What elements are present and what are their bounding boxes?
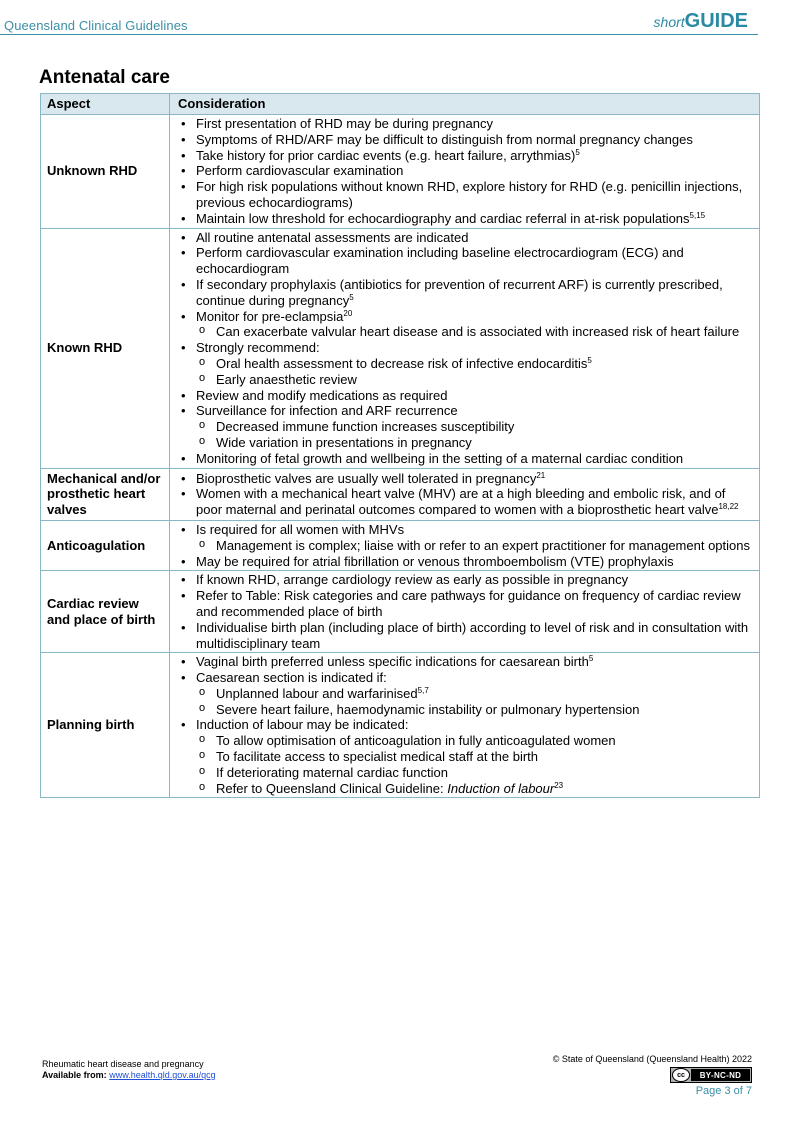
sub-bullet-list: [196, 419, 751, 451]
bullet-text: Review and modify medications as required: [196, 387, 448, 403]
bullet-item: [178, 670, 751, 717]
bullet-text: If known RHD, arrange cardiology review as early as possible in pregnancy: [196, 572, 629, 588]
bullet-text: Monitoring of fetal growth and wellbeing in the setting of a maternal cardiac condition: [196, 450, 684, 466]
sub-bullet-item: [197, 419, 751, 435]
bullet-text: Refer to Table: Risk categories and care pathways for guidance on frequency of cardiac review and recommended place of birth: [196, 588, 741, 619]
bullet-text: All routine antenatal assessments are indicated: [196, 229, 469, 245]
table-row: [41, 520, 760, 570]
bullet-text: Perform cardiovascular examination including baseline electrocardiogram (ECG) and echocardiogram: [196, 245, 684, 277]
consideration-cell: [170, 653, 760, 798]
bullet-item: [178, 486, 751, 518]
bullet-list: [178, 230, 751, 467]
sub-bullet-item: [197, 686, 751, 702]
bullet-item: [178, 277, 751, 309]
aspect-cell: Unknown RHD: [41, 115, 170, 229]
consideration-cell: [170, 520, 760, 570]
page-header: [0, 0, 800, 40]
table-header-row: [41, 94, 760, 115]
bullet-list: [178, 572, 751, 651]
bullet-text: Decreased immune function increases susceptibility: [216, 419, 515, 435]
sub-bullet-item: [197, 765, 751, 781]
bullet-item: [178, 451, 751, 467]
bullet-list: [178, 654, 751, 796]
cc-license-icon: [670, 1067, 752, 1083]
sub-bullet-item: [197, 781, 751, 797]
bullet-text: Individualise birth plan (including place of birth) according to level of risk and in consultation with multidisciplinary team: [196, 619, 749, 651]
footer-copyright: © State of Queensland (Queensland Health) 2022: [552, 1054, 752, 1064]
column-header-consideration: Consideration: [170, 94, 760, 115]
antenatal-care-table: [40, 93, 760, 798]
reference-superscript: 21: [536, 470, 546, 480]
bullet-text: For high risk populations without known RHD, explore history for RHD (e.g. penicillin injections, previous echocardiograms): [196, 179, 743, 210]
bullet-text: Monitor for pre-eclampsia: [196, 308, 344, 324]
bullet-item: [178, 116, 751, 132]
bullet-item: [178, 148, 751, 164]
bullet-text: If deteriorating maternal cardiac function: [216, 764, 448, 780]
bullet-text: Maintain low threshold for echocardiography and cardiac referral in at-risk populations: [196, 210, 690, 226]
sub-bullet-item: [197, 702, 751, 718]
bullet-item: [178, 620, 751, 652]
aspect-cell: Cardiac review and place of birth: [41, 571, 170, 653]
bullet-item: [178, 309, 751, 341]
bullet-text: Unplanned labour and warfarinised: [216, 685, 418, 701]
bullet-item: [178, 245, 751, 277]
table-row: [41, 653, 760, 798]
bullet-text: Can exacerbate valvular heart disease and is associated with increased risk of heart failure: [216, 324, 740, 340]
bullet-text: Vaginal birth preferred unless specific indications for caesarean birth: [196, 654, 589, 670]
bullet-text: To allow optimisation of anticoagulation in fully anticoagulated women: [216, 733, 616, 749]
bullet-item: [178, 471, 751, 487]
aspect-cell: Mechanical and/or prosthetic heart valves: [41, 468, 170, 520]
sub-bullet-item: [197, 324, 751, 340]
aspect-cell: Anticoagulation: [41, 520, 170, 570]
bullet-item: [178, 132, 751, 148]
bullet-item: [178, 654, 751, 670]
brand-logo: [654, 10, 748, 33]
bullet-item: [178, 163, 751, 179]
italic-reference: Induction of labour: [447, 780, 555, 796]
bullet-text: Take history for prior cardiac events (e.g. heart failure, arrythmias): [196, 147, 576, 163]
bullet-text: If secondary prophylaxis (antibiotics for prevention of recurrent ARF) is currently prescribed, continue during pregnancy: [196, 276, 723, 308]
bullet-list: [178, 116, 751, 227]
sub-bullet-item: [197, 372, 751, 388]
bullet-item: [178, 554, 751, 570]
bullet-text: Severe heart failure, haemodynamic instability or pulmonary hypertension: [216, 701, 640, 717]
footer-link[interactable]: www.health.qld.gov.au/qcg: [109, 1070, 216, 1080]
reference-superscript: 18,22: [718, 502, 739, 512]
reference-superscript: 5,7: [417, 685, 429, 695]
bullet-list: [178, 522, 751, 569]
page-number: Page 3 of 7: [695, 1085, 752, 1097]
bullet-text: Early anaesthetic review: [216, 371, 357, 387]
bullet-text: Caesarean section is indicated if:: [196, 670, 387, 686]
bullet-item: [178, 388, 751, 404]
table-row: [41, 468, 760, 520]
header-divider: [0, 34, 758, 35]
sub-bullet-item: [197, 733, 751, 749]
bullet-text: First presentation of RHD may be during pregnancy: [196, 116, 493, 131]
footer-available: [42, 1070, 216, 1081]
bullet-text: Induction of labour may be indicated:: [196, 717, 409, 733]
footer-doc-title: Rheumatic heart disease and pregnancy: [42, 1059, 204, 1069]
sub-bullet-list: [196, 538, 751, 554]
reference-superscript: 5,15: [689, 210, 706, 220]
consideration-cell: [170, 571, 760, 653]
sub-bullet-item: [197, 435, 751, 451]
org-name: Queensland Clinical Guidelines: [4, 18, 188, 33]
bullet-text: To facilitate access to specialist medical staff at the birth: [216, 749, 539, 765]
sub-bullet-list: [196, 686, 751, 718]
bullet-text: Is required for all women with MHVs: [196, 521, 405, 537]
bullet-text: Symptoms of RHD/ARF may be difficult to distinguish from normal pregnancy changes: [196, 131, 693, 147]
bullet-item: [178, 340, 751, 387]
reference-superscript: 5: [587, 355, 592, 365]
footer-available-label: Available from:: [42, 1070, 107, 1080]
bullet-text: Surveillance for infection and ARF recurrence: [196, 403, 458, 419]
bullet-item: [178, 211, 751, 227]
table-row: [41, 115, 760, 229]
bullet-item: [178, 179, 751, 211]
bullet-text: Oral health assessment to decrease risk of infective endocarditis: [216, 355, 588, 371]
brand-short: short: [653, 14, 685, 30]
consideration-cell: [170, 468, 760, 520]
bullet-text: Management is complex; liaise with or refer to an expert practitioner for management options: [216, 537, 750, 553]
bullet-text: Wide variation in presentations in pregnancy: [216, 434, 472, 450]
bullet-item: [178, 588, 751, 620]
sub-bullet-list: [196, 324, 751, 340]
reference-superscript: 5: [588, 654, 594, 664]
table-row: [41, 228, 760, 468]
bullet-text: Perform cardiovascular examination: [196, 163, 404, 179]
cc-mark: cc: [672, 1068, 690, 1082]
reference-superscript: 5: [575, 147, 580, 157]
bullet-text: Women with a mechanical heart valve (MHV) are at a high bleeding and embolic risk, and of poor maternal and perinatal outcomes compared to women with a bioprosthetic heart valve: [196, 486, 726, 518]
cc-terms: BY-NC-ND: [691, 1069, 750, 1081]
section-title: Antenatal care: [39, 67, 170, 88]
consideration-cell: [170, 228, 760, 468]
column-header-aspect: Aspect: [41, 94, 170, 115]
bullet-list: [178, 471, 751, 518]
sub-bullet-item: [197, 356, 751, 372]
reference-superscript: 5: [349, 292, 354, 302]
consideration-cell: [170, 115, 760, 229]
bullet-item: [178, 717, 751, 796]
bullet-item: [178, 230, 751, 246]
footer-left: [42, 1059, 216, 1081]
aspect-cell: Planning birth: [41, 653, 170, 798]
bullet-text: Refer to Queensland Clinical Guideline:: [216, 780, 448, 796]
bullet-item: [178, 403, 751, 450]
table-body: [41, 115, 760, 798]
brand-guide: GUIDE: [684, 10, 748, 32]
bullet-text: May be required for atrial fibrillation or venous thromboembolism (VTE) prophylaxis: [196, 553, 674, 569]
aspect-cell: Known RHD: [41, 228, 170, 468]
bullet-text: Strongly recommend:: [196, 340, 320, 356]
sub-bullet-item: [197, 538, 751, 554]
bullet-item: [178, 522, 751, 554]
reference-superscript: 20: [343, 308, 353, 318]
table-row: [41, 571, 760, 653]
sub-bullet-list: [196, 356, 751, 388]
reference-superscript: 23: [554, 780, 564, 790]
sub-bullet-item: [197, 749, 751, 765]
bullet-text: Bioprosthetic valves are usually well tolerated in pregnancy: [196, 470, 537, 486]
sub-bullet-list: [196, 733, 751, 796]
bullet-item: [178, 572, 751, 588]
